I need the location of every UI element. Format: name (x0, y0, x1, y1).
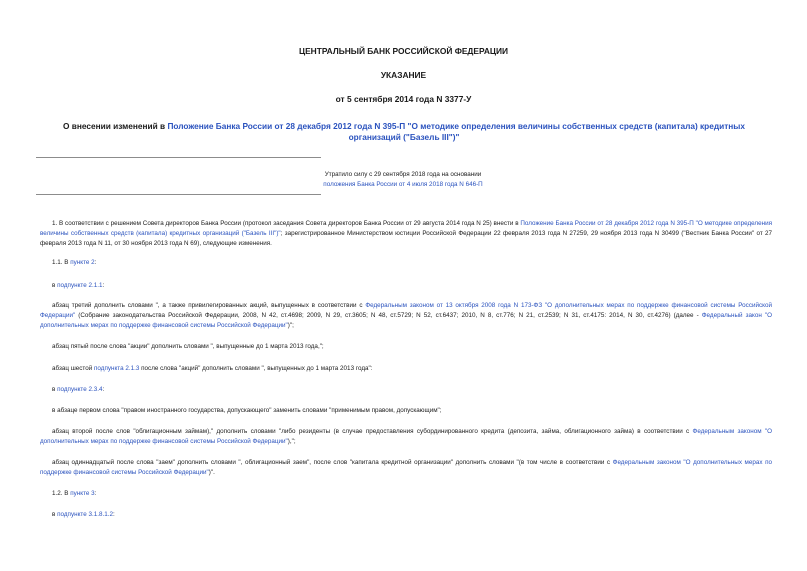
abz3-federal-law-short-link[interactable]: Федеральный закон "О дополнительных мерах по поддержке финансовой системы Российской Федерации" (40, 312, 773, 329)
subsection-3-1-8-1-2-prefix: в (52, 511, 58, 518)
section-1-1-link[interactable]: пункте 2 (70, 259, 95, 266)
abz3-text-b: (Собрание законодательства Российской Федерации, 2008, N 42, ст.4698; 2009, N 29, ст.3605; N 48, ст.5729; N 52, ст.6437; 2010, N 8, ст.776; N 21, ст.2539; N 31, ст.4175: 2014, N 30, ст.4276) (далее - (75, 312, 702, 319)
subsection-2-1-1 (52, 281, 104, 291)
paragraph-abz6 (52, 364, 373, 374)
abz6-text-a: абзац шестой (52, 365, 94, 372)
issuer-heading: ЦЕНТРАЛЬНЫЙ БАНК РОССИЙСКОЙ ФЕДЕРАЦИИ (298, 46, 509, 56)
second-abz-text-a: абзац второй после слов "облигационным займам)," дополнить словами "либо резиденты (в случае предоставления субординированного кредита (депозита, займа, облигационного займа) в соответствии с (52, 428, 693, 435)
status-note (290, 170, 516, 190)
divider-top (36, 157, 321, 158)
subsection-2-1-1-suffix: : (102, 282, 105, 289)
subsection-2-3-4-link[interactable]: подпункте 2.3.4 (57, 386, 103, 393)
abz3-federal-law-link[interactable]: Федеральным законом от 13 октября 2008 года N 173-ФЗ "О дополнительных мерах по поддержке финансовой системы Российской Федерации" (40, 302, 772, 319)
eleventh-abz-text-b: )". (208, 469, 215, 476)
paragraph-1-text-c: ; зарегистрированное Министерством юстиции Российской Федерации 22 февраля 2013 года N 27259, 29 ноября 2013 года N 30499 ("Вестник Банка России" от 27 февраля 2013 года N 11, от 30 ноября 2013 года N 69), следующие изменения. (40, 230, 773, 247)
abz6-subsection-link[interactable]: подпункта 2.1.3 (94, 365, 140, 372)
document-date-heading: от 5 сентября 2014 года N 3377-У (335, 94, 472, 104)
subsection-3-1-8-1-2 (52, 510, 115, 520)
subsection-2-1-1-prefix: в (52, 282, 58, 289)
section-1-2-prefix: 1.2. В (52, 490, 71, 497)
section-1-2 (52, 489, 96, 499)
divider-bottom (36, 194, 321, 195)
section-1-2-link[interactable]: пункте 3 (70, 490, 95, 497)
paragraph-abz5: абзац пятый после слова "акции" дополнить словами ", выпущенные до 1 марта 2013 года,"; (52, 343, 324, 350)
title-regulation-link[interactable]: Положение Банка России от 28 декабря 2012 года N 395-П "О методике определения величины собственных средств (капитала) кредитных организаций ("Базель III")" (167, 121, 746, 142)
document-type-heading: УКАЗАНИЕ (380, 70, 427, 80)
subsection-2-3-4-suffix: : (102, 386, 105, 393)
paragraph-1-text-a: 1. В соответствии с решением Совета директоров Банка России (протокол заседания Совета директоров Банка России от 29 августа 2014 года N 25) внести в (52, 220, 521, 227)
paragraph-second-abz (40, 427, 772, 447)
status-note-text: Утратило силу с 29 сентября 2018 года на основании (324, 171, 482, 178)
title-prefix: О внесении изменений в (62, 121, 168, 131)
section-1-1-prefix: 1.1. В (52, 259, 71, 266)
section-1-1 (52, 258, 96, 268)
subsection-2-3-4-prefix: в (52, 386, 58, 393)
section-1-1-suffix: : (94, 259, 97, 266)
eleventh-abz-federal-law-link[interactable]: Федеральным законом "О дополнительных мерах по поддержке финансовой системы Российской Федерации" (40, 459, 772, 476)
subsection-3-1-8-1-2-link[interactable]: подпункте 3.1.8.1.2 (57, 511, 113, 518)
document-title (36, 121, 772, 143)
status-repeal-link[interactable]: положения Банка России от 4 июля 2018 года N 646-П (323, 181, 483, 188)
subsection-2-3-4 (52, 385, 104, 395)
paragraph-1 (40, 219, 772, 249)
abz3-text-c: )"; (287, 322, 294, 329)
eleventh-abz-text-a: абзац одиннадцатый после слова "заем" дополнить словами ", облигационный заем", после слов "капитала кредитной организации" дополнить словами "(в том числе в соответствии с (52, 459, 613, 466)
second-abz-text-b: ),"; (287, 438, 296, 445)
second-abz-federal-law-link[interactable]: Федеральным законом "О дополнительных мерах по поддержке финансовой системы Российской Федерации" (40, 428, 772, 445)
section-1-2-suffix: : (94, 490, 97, 497)
subsection-3-1-8-1-2-suffix: : (113, 511, 115, 518)
paragraph-abz3 (40, 301, 772, 331)
paragraph-first-abz: в абзаце первом слова "правом иностранного государства, допускающего" заменить словами "применимым правом, допускающим"; (52, 407, 442, 414)
abz6-text-b: после слова "акций" дополнить словами ", выпущенных до 1 марта 2013 года": (139, 365, 373, 372)
paragraph-1-regulation-link[interactable]: Положение Банка России от 28 декабря 2012 года N 395-П "О методике определения величины собственных средств (капитала) кредитных организаций ("Базель III")" (40, 220, 773, 237)
paragraph-eleventh-abz (40, 458, 772, 478)
abz3-text-a: абзац третий дополнить словами ", а также привилегированных акций, выпущенных в соответствии с (52, 302, 366, 309)
subsection-2-1-1-link[interactable]: подпункте 2.1.1 (57, 282, 103, 289)
